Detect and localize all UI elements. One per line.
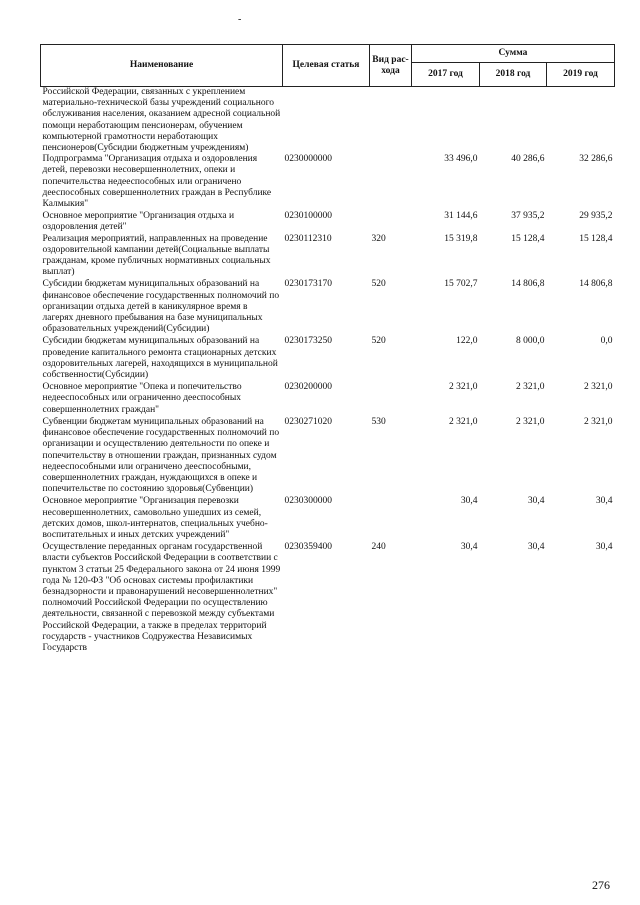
table-row: [41, 87, 615, 155]
cell-target-article: 0230000000: [284, 154, 332, 165]
cell-name: Реализация мероприятий, направленных на проведение оздоровительной кампании детей(Социальные выплаты гражданам, кроме публичных нормативных социальных выплат): [42, 233, 271, 278]
cell-target-article: 0230300000: [284, 496, 332, 507]
cell-2017: 15 702,7: [444, 279, 478, 290]
cell-2017: 31 144,6: [444, 211, 478, 222]
header-expense-type: Вид рас-хода: [370, 45, 412, 87]
table-header-row: [41, 45, 615, 63]
cell-name: Основное мероприятие "Опека и попечительство недееспособных или ограниченно дееспособных совершеннолетних граждан": [42, 382, 242, 415]
header-year-2017: 2017 год: [412, 63, 480, 87]
cell-expense-type: [370, 381, 412, 416]
cell-target-article: 0230200000: [284, 382, 332, 393]
cell-target-article: [283, 87, 370, 155]
cell-name: Подпрограмма "Организация отдыха и оздоровления детей, перевозки несовершеннолетних, опеки и попечительства недееспособных или ограничено дееспособных совершеннолетних граждан в Республике Калмыкия": [42, 154, 272, 210]
cell-2019: 0,0: [600, 336, 613, 347]
cell-2017: 30,4: [460, 496, 478, 507]
cell-target-article: 0230100000: [284, 211, 332, 222]
cell-2019: 30,4: [595, 542, 613, 553]
header-sum: Сумма: [412, 45, 615, 63]
cell-2019: [547, 87, 615, 155]
cell-2018: 30,4: [527, 496, 545, 507]
cell-name: Осуществление переданных органам государственной власти субъектов Российской Федерации в соответствии с пунктом 3 статьи 25 Федерального закона от 24 июня 1999 года № 120-ФЗ "Об основах системы профилактики безнадзорности и правонарушений несовершеннолетних" полномочий Российской Федерации по осуществлению деятельности, связанной с перевозкой между субъектами Российской Федерации, а также в пределах территорий государств - участников Содружества Независимых Государств: [42, 542, 281, 653]
cell-2018: 15 128,4: [511, 233, 545, 244]
cell-2019: 29 935,2: [579, 211, 613, 222]
cell-expense-type: 240: [371, 542, 386, 553]
table-row: [41, 210, 615, 233]
cell-expense-type: [370, 87, 412, 155]
header-year-2018: 2018 год: [480, 63, 547, 87]
budget-table: [40, 44, 615, 654]
cell-2018: 37 935,2: [511, 211, 545, 222]
cell-2017: 33 496,0: [444, 154, 478, 165]
cell-2017: 2 321,0: [449, 382, 478, 393]
cell-2017: 15 319,8: [444, 233, 478, 244]
cell-2018: [480, 87, 547, 155]
cell-2019: 30,4: [595, 496, 613, 507]
cell-2018: 2 321,0: [516, 416, 545, 427]
cell-2018: 2 321,0: [516, 382, 545, 393]
cell-name: Субсидии бюджетам муниципальных образований на проведение капитального ремонта стационарных детских оздоровительных лагерей, находящихся в муниципальной собственности(Субсидии): [42, 336, 278, 381]
cell-2017: 2 321,0: [449, 416, 478, 427]
cell-expense-type: [370, 495, 412, 541]
cell-2019: 14 806,8: [579, 279, 613, 290]
cell-target-article: 0230173250: [284, 336, 332, 347]
header-year-2019: 2019 год: [547, 63, 615, 87]
cell-2019: 2 321,0: [584, 416, 613, 427]
cell-2017: 122,0: [456, 336, 478, 347]
table-row: [41, 234, 615, 279]
table-row: [41, 381, 615, 416]
cell-target-article: 0230359400: [284, 542, 332, 553]
cell-name: Субсидии бюджетам муниципальных образований на финансовое обеспечение государственных полномочий по организации отдыха детей в каникулярное время в лагерях дневного пребывания на базе муниципальных образовательных учреждений(Субсидии): [42, 279, 280, 335]
top-mark: -: [238, 14, 242, 25]
cell-2019: 2 321,0: [584, 382, 613, 393]
table-row: [41, 154, 615, 210]
table-row: [41, 541, 615, 654]
cell-name: Субвенции бюджетам муниципальных образований на финансовое обеспечение государственных полномочий по организации и осуществлению деятельности по опеке и попечительству в отношении граждан, признанных судом недееспособными или ограничено дееспособными, совершеннолетних граждан, нуждающихся в опеке и попечительстве по состоянию здоровья(Субвенции): [42, 416, 280, 495]
cell-2018: 40 286,6: [511, 154, 545, 165]
header-target-article: Целевая статья: [283, 45, 370, 87]
cell-target-article: 0230271020: [284, 416, 332, 427]
table-row: [41, 278, 615, 335]
cell-expense-type: 520: [371, 279, 386, 290]
cell-2018: 30,4: [527, 542, 545, 553]
cell-expense-type: 520: [371, 336, 386, 347]
cell-2018: 8 000,0: [516, 336, 545, 347]
cell-name: Основное мероприятие "Организация перевозки несовершеннолетних, самовольно ушедших из семей, детских домов, школ-интернатов, специальных учебно-воспитательных и иных детских учреждений": [42, 496, 268, 540]
page-number: 276: [592, 878, 610, 892]
cell-2017: 30,4: [460, 542, 478, 553]
cell-2017: [412, 87, 480, 155]
cell-name: Российской Федерации, связанных с укреплением материально-технической базы учреждений социального обслуживания населения, оказанием адресной социальной помощи неработающим пенсионерам, обучением компьютерной грамотности неработающих пенсионеров(Субсидии бюджетным учреждениям): [42, 87, 281, 154]
cell-expense-type: [370, 210, 412, 233]
table-row: [41, 416, 615, 495]
cell-2019: 32 286,6: [579, 154, 613, 165]
cell-expense-type: 320: [371, 233, 386, 244]
cell-2018: 14 806,8: [511, 279, 545, 290]
cell-target-article: 0230173170: [284, 279, 332, 290]
table-row: [41, 495, 615, 541]
cell-2019: 15 128,4: [579, 233, 613, 244]
cell-expense-type: 530: [371, 416, 386, 427]
table-row: [41, 335, 615, 381]
cell-target-article: 0230112310: [284, 233, 332, 244]
header-name: Наименование: [41, 45, 283, 87]
cell-expense-type: [370, 154, 412, 210]
cell-name: Основное мероприятие "Организация отдыха и оздоровления детей": [42, 211, 235, 233]
